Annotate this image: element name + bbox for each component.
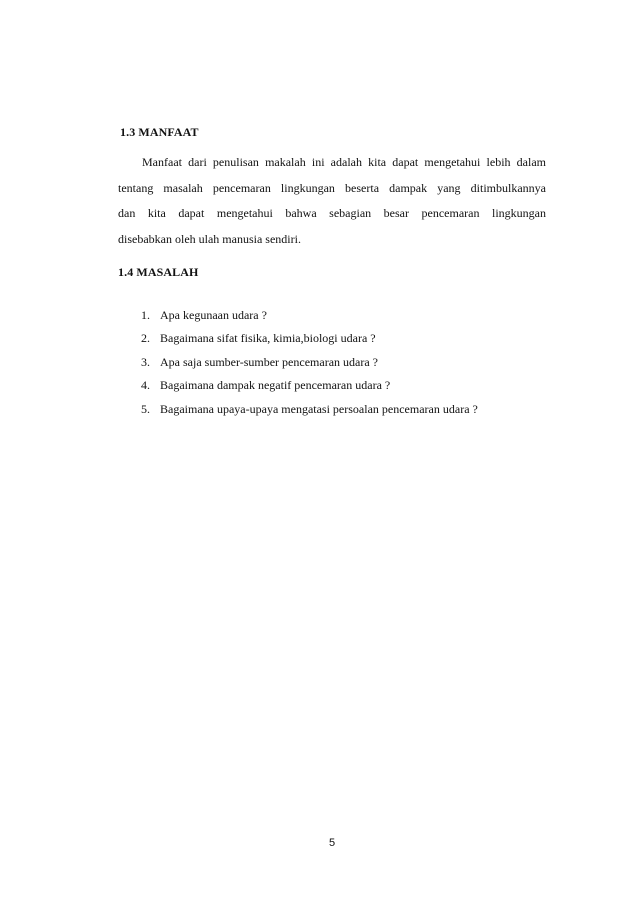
list-number: 5. (141, 401, 150, 416)
list-item (141, 374, 478, 397)
list-item-text: Bagaimana dampak negatif pencemaran udara ? (160, 378, 391, 393)
paragraph-line: Manfaat dari penulisan makalah ini adalah kita dapat mengetahui lebih dalam (142, 155, 546, 169)
list-item-text: Apa kegunaan udara ? (160, 308, 267, 322)
list-item (141, 398, 478, 421)
list-item-text: Bagaimana upaya-upaya mengatasi persoalan pencemaran udara ? (160, 401, 478, 416)
masalah-question-list (141, 304, 478, 421)
manfaat-paragraph (118, 150, 546, 252)
paragraph-line: disebabkan oleh ulah manusia sendiri. (118, 231, 301, 246)
paragraph-line: tentang masalah pencemaran lingkungan beserta dampak yang ditimbulkannya (118, 180, 546, 195)
section-heading-masalah: 1.4 MASALAH (118, 265, 199, 279)
list-number: 1. (141, 308, 150, 322)
list-item-text: Apa saja sumber-sumber pencemaran udara ? (160, 354, 378, 369)
list-item (141, 304, 478, 327)
list-item-text: Bagaimana sifat fisika, kimia,biologi udara ? (160, 331, 376, 346)
section-heading-manfaat: 1.3 MANFAAT (120, 125, 199, 139)
list-item (141, 327, 478, 350)
page-number: 5 (329, 837, 336, 849)
paragraph-line: dan kita dapat mengetahui bahwa sebagian besar pencemaran lingkungan (118, 206, 546, 220)
list-number: 3. (141, 354, 150, 369)
list-item (141, 351, 478, 374)
list-number: 2. (141, 331, 150, 346)
list-number: 4. (141, 378, 150, 393)
